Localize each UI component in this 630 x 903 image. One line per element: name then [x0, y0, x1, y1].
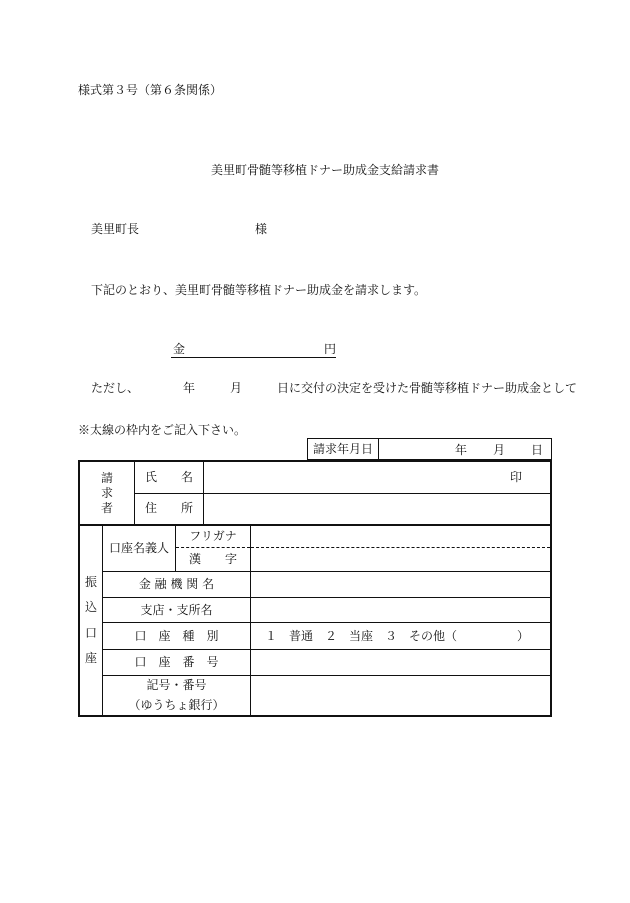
- applicant-char-3: 者: [100, 500, 113, 515]
- yucho-label: [103, 676, 251, 716]
- addressee-honorific: 様: [255, 222, 268, 236]
- name-field[interactable]: [204, 461, 552, 493]
- kanji-field[interactable]: [251, 547, 552, 571]
- amount-underline: [171, 357, 336, 358]
- document-title: 美里町骨髄等移植ドナー助成金支給請求書: [211, 163, 440, 177]
- holder-label: 口座名義人: [103, 525, 176, 571]
- name-label: 氏 名: [135, 461, 204, 493]
- applicant-char-1: 請: [100, 470, 113, 485]
- request-date-year: 年: [455, 443, 468, 457]
- proviso-tail: 日に交付の決定を受けた骨髄等移植ドナー助成金として: [277, 381, 578, 395]
- address-field[interactable]: [204, 493, 552, 525]
- amount-unit: 円: [324, 342, 337, 356]
- kana-field[interactable]: [251, 525, 552, 547]
- request-date-field[interactable]: [379, 439, 552, 460]
- applicant-table: [78, 460, 552, 526]
- applicant-char-2: 求: [100, 485, 113, 500]
- form-number: 様式第３号（第６条関係）: [78, 83, 223, 97]
- request-date-day: 日: [531, 443, 544, 457]
- account-number-label: 口 座 番 号: [103, 649, 251, 675]
- amount-prefix: 金: [173, 342, 186, 356]
- transfer-char-3: 口: [84, 625, 97, 640]
- account-type-label: 口 座 種 別: [103, 623, 251, 649]
- addressee-name: 美里町長: [91, 222, 140, 236]
- transfer-char-1: 振: [84, 575, 97, 590]
- seal-mark: 印: [509, 469, 522, 484]
- request-date-label: 請求年月日: [308, 439, 379, 460]
- transfer-group-label: [79, 525, 103, 716]
- applicant-group-label: [79, 461, 135, 525]
- fill-note: ※太線の枠内をご記入下さい。: [78, 423, 247, 437]
- branch-field[interactable]: [251, 598, 552, 623]
- transfer-char-4: 座: [84, 650, 97, 665]
- address-label: 住 所: [135, 493, 204, 525]
- bank-label: 金 融 機 関 名: [103, 571, 251, 597]
- proviso-year: 年: [183, 381, 196, 395]
- request-text: 下記のとおり、美里町骨髄等移植ドナー助成金を請求します。: [91, 283, 427, 297]
- bank-field[interactable]: [251, 571, 552, 597]
- branch-label: 支店・支所名: [103, 598, 251, 623]
- account-number-field[interactable]: [251, 649, 552, 675]
- kana-label: フリガナ: [176, 525, 251, 547]
- yucho-label-line2: （ゆうちょ銀行）: [128, 697, 225, 712]
- request-date-month: 月: [493, 443, 506, 457]
- proviso-month: 月: [230, 381, 243, 395]
- transfer-char-2: 込: [84, 600, 97, 615]
- yucho-field[interactable]: [251, 676, 552, 716]
- kanji-label: 漢 字: [176, 547, 251, 571]
- account-type-options[interactable]: １ 普通 ２ 当座 ３ その他（ ）: [251, 623, 552, 649]
- proviso-lead: ただし、: [91, 381, 140, 395]
- request-date-box: [307, 438, 552, 460]
- yucho-label-line1: 記号・番号: [146, 678, 207, 693]
- transfer-table: [78, 524, 552, 717]
